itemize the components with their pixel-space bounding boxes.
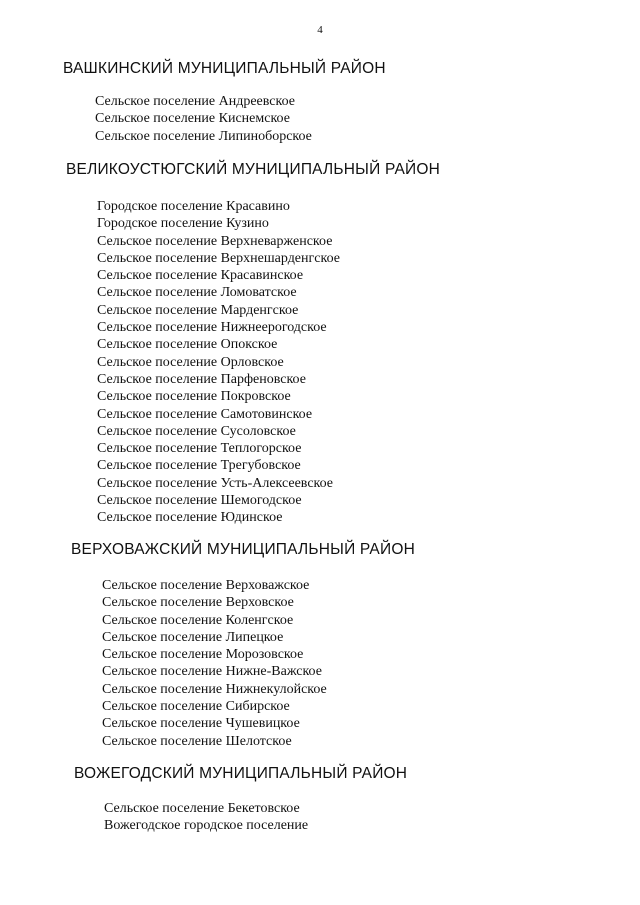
list-item: Сельское поселение Юдинское [97,510,283,526]
list-item: Сельское поселение Сибирское [102,699,290,715]
district-title: ВЕРХОВАЖСКИЙ МУНИЦИПАЛЬНЫЙ РАЙОН [71,541,415,558]
list-item: Сельское поселение Сусоловское [97,423,296,439]
list-item: Городское поселение Красавино [97,199,290,214]
list-item: Сельское поселение Опокское [97,337,278,353]
list-item: Сельское поселение Усть-Алексеевское [97,475,334,491]
list-item: Сельское поселение Шемогодское [97,493,302,509]
district-title: ВЕЛИКОУСТЮГСКИЙ МУНИЦИПАЛЬНЫЙ РАЙОН [66,161,440,178]
list-item: Сельское поселение Коленгское [102,612,294,628]
list-item: Сельское поселение Чушевицкое [102,716,300,732]
list-item: Сельское поселение Бекетовское [104,801,300,816]
list-item: Сельское поселение Липиноборское [95,128,312,144]
list-item: Сельское поселение Верховское [102,595,294,611]
list-item: Сельское поселение Киснемское [95,111,290,127]
list-item: Сельское поселение Красавинское [97,268,304,284]
list-item: Вожегодское городское поселение [104,818,309,834]
list-item: Сельское поселение Марденгское [97,302,299,318]
list-item: Сельское поселение Нижнеерогодское [97,320,327,336]
list-item: Сельское поселение Трегубовское [97,458,301,474]
list-item: Сельское поселение Нижнекулойское [102,681,327,697]
list-item: Сельское поселение Верхнешарденгское [97,250,340,266]
settlement-list [102,577,327,750]
list-item: Сельское поселение Ломоватское [97,285,297,301]
list-item: Сельское поселение Верхневарженское [97,233,333,249]
list-item: Сельское поселение Верховажское [102,578,310,593]
list-item: Сельское поселение Андреевское [95,94,295,109]
district-title: ВАШКИНСКИЙ МУНИЦИПАЛЬНЫЙ РАЙОН [63,60,386,77]
list-item: Городское поселение Кузино [97,216,269,232]
list-item: Сельское поселение Липецкое [102,629,284,645]
list-item: Сельское поселение Морозовское [102,647,304,663]
district-title: ВОЖЕГОДСКИЙ МУНИЦИПАЛЬНЫЙ РАЙОН [74,765,408,782]
list-item: Сельское поселение Покровское [97,389,291,405]
list-item: Сельское поселение Шелотское [102,733,292,749]
list-item: Сельское поселение Теплогорское [97,441,302,457]
list-item: Сельское поселение Парфеновское [97,371,306,387]
settlement-list [104,800,308,835]
settlement-list [97,198,340,527]
list-item: Сельское поселение Самотовинское [97,406,313,422]
settlement-list [95,93,312,145]
list-item: Сельское поселение Нижне-Важское [102,664,322,680]
list-item: Сельское поселение Орловское [97,354,284,370]
page-number: 4 [317,24,323,36]
